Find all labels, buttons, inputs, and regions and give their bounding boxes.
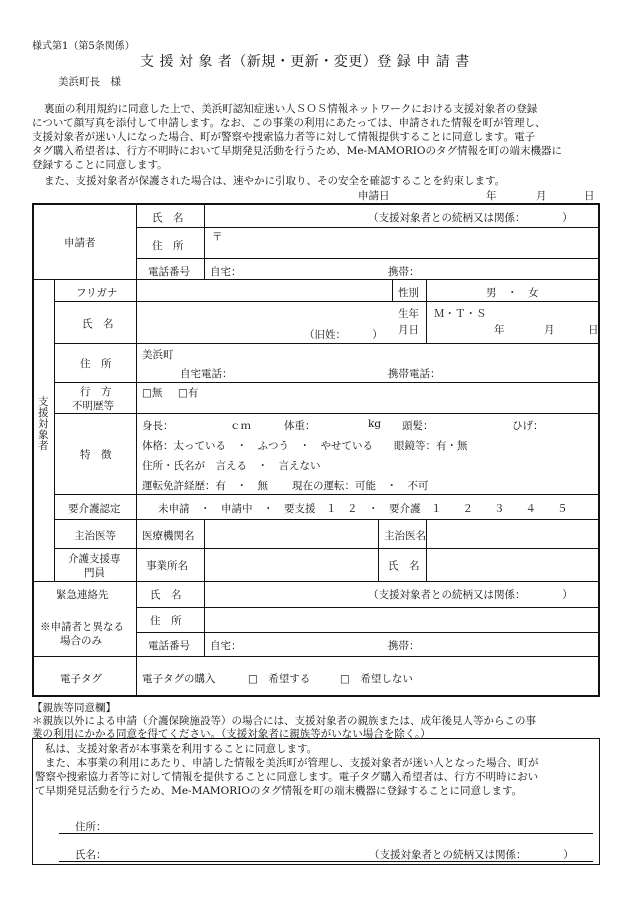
care-manager-label: 介護支援専 — [68, 553, 121, 565]
date-year: 年 — [486, 190, 497, 202]
weight-unit: kg — [368, 418, 382, 430]
applicant-section-label: 申請者 — [64, 237, 96, 249]
birth-label: 月日 — [398, 324, 419, 336]
doctor-label: 主治医等 — [74, 530, 116, 542]
addressee: 美浜町長 様 — [58, 76, 121, 88]
consent-line: て早期発見活動を行うため、Me-MAMORIOのタグ情報を町の端末機器に登録することに同意します。 — [35, 785, 523, 797]
tag-want-checkbox[interactable]: □ 希望する — [248, 673, 311, 685]
intro-line: タグ購入希望者は、行方不明時において早期発見活動を行うため、Me-MAMORIOのタグ情報を町の端末機器に — [32, 145, 562, 157]
emergency-name-label: 氏 名 — [150, 589, 182, 601]
applicant-name-label: 氏 名 — [152, 212, 184, 224]
address-name-options[interactable]: 住所・氏名が 言える ・ 言えない — [142, 460, 321, 472]
form-number: 様式第1（第5条関係） — [32, 41, 135, 52]
emergency-home-phone[interactable]: 自宅： — [210, 640, 242, 652]
birth-month: 月 — [544, 324, 555, 336]
consent-address-line[interactable] — [59, 833, 593, 834]
office-label: 事業所名 — [146, 560, 188, 572]
emergency-note: ※申請者と異なる — [40, 621, 124, 633]
target-name-label: 氏 名 — [82, 318, 114, 330]
tag-label: 電子タグ — [60, 673, 102, 685]
doctor-name-label: 主治医名 — [384, 530, 426, 542]
birth-year: 年 — [494, 324, 505, 336]
former-name[interactable]: （旧姓： ） — [304, 329, 383, 341]
applicant-mobile[interactable]: 携帯： — [388, 266, 420, 278]
consent-name-label: 氏名： — [75, 849, 107, 861]
hospital-label: 医療機関名 — [142, 530, 195, 542]
birth-label: 生年 — [398, 308, 419, 320]
applicant-phone-label: 電話番号 — [148, 266, 190, 278]
date-month: 月 — [536, 190, 547, 202]
applicant-postal[interactable]: 〒 — [212, 231, 223, 243]
target-home-phone[interactable]: 自宅電話： — [180, 368, 233, 380]
missing-label: 不明歴等 — [72, 400, 114, 412]
emergency-mobile[interactable]: 携帯： — [388, 640, 420, 652]
license-options[interactable]: 運転免許経歴：有 ・ 無 — [142, 480, 268, 492]
consent-address-label: 住所： — [75, 821, 107, 833]
registration-form-table — [32, 203, 600, 697]
care-options[interactable]: 未申請 ・ 申請中 ・ 要支援 １ ２ ・ 要介護 １ ２ ３ ４ ５ — [158, 503, 568, 515]
glasses-options[interactable]: 眼鏡等：有・無 — [394, 440, 468, 452]
emergency-label: 緊急連絡先 — [56, 589, 109, 601]
care-manager-name-label: 氏 名 — [388, 560, 420, 572]
beard-label: ひげ： — [512, 420, 544, 432]
height-unit: ｃｍ — [230, 420, 251, 432]
applicant-relation[interactable]: （支援対象者との続柄又は関係： ） — [368, 212, 573, 224]
birth-day: 日 — [588, 324, 599, 336]
intro-line: 裏面の利用規約に同意した上で、美浜町認知症迷い人ＳＯＳ情報ネットワークにおける支援対象者の登録 — [44, 103, 538, 115]
consent-box — [32, 738, 600, 865]
driving-options[interactable]: 現在の運転：可能 ・ 不可 — [292, 480, 429, 492]
target-mobile-phone[interactable]: 携帯電話： — [388, 368, 441, 380]
applicant-home-phone[interactable]: 自宅： — [210, 266, 242, 278]
consent-line: また、本事業の利用にあたり、申請した情報を美浜町が管理し、支援対象者が迷い人となった場合、町が — [45, 757, 539, 769]
build-options[interactable]: 体格：太っている ・ ふつう ・ やせている — [142, 440, 373, 452]
consent-note: ＊親族以外による申請（介護保険施設等）の場合には、支援対象者の親族または、成年後見人等からこの事 — [32, 715, 536, 727]
intro-line: について顔写真を添付して申請します。なお、この事業の利用にあたっては、申請された情報を町が管理し、 — [32, 117, 546, 129]
intro-line: 支援対象者が迷い人になった場合、町が警察や捜索協力者等に対して情報提供することに同意します。電子 — [32, 131, 536, 143]
height-label: 身長： — [142, 420, 174, 432]
intro-line: また、支援対象者が保護された場合は、速やかに引取り、その安全を確認することを約束します。 — [44, 175, 506, 187]
emergency-phone-label: 電話番号 — [148, 640, 190, 652]
target-town: 美浜町 — [142, 349, 174, 361]
target-section-label: 支援対象者 — [38, 396, 49, 452]
consent-line: 私は、支援対象者が本事業を利用することに同意します。 — [45, 743, 318, 755]
features-label: 特 徴 — [80, 449, 112, 461]
emergency-note: 場合のみ — [60, 635, 102, 647]
missing-none-checkbox[interactable]: □無 — [142, 387, 163, 399]
missing-label: 行 方 — [80, 386, 112, 398]
consent-name-line[interactable] — [59, 861, 593, 862]
furigana-label: フリガナ — [76, 287, 118, 299]
date-label: 申請日 — [358, 190, 390, 202]
page-title: 支 援 対 象 者（新規・更新・変更）登 録 申 請 書 — [140, 54, 470, 70]
applicant-address-label: 住 所 — [152, 240, 184, 252]
care-manager-label: 門員 — [84, 567, 105, 579]
gender-options[interactable]: 男 ・ 女 — [486, 287, 539, 299]
consent-line: 警察や捜索協力者等に対して情報を提供することに同意します。電子タグ購入希望者は、行方不明時におい — [35, 771, 539, 783]
missing-yes-checkbox[interactable]: □有 — [178, 387, 199, 399]
emergency-relation[interactable]: （支援対象者との続柄又は関係： ） — [368, 589, 573, 601]
tag-purchase-label: 電子タグの購入 — [142, 673, 216, 685]
hair-label: 頭髪： — [402, 420, 434, 432]
target-address-label: 住 所 — [80, 358, 112, 370]
tag-not-want-checkbox[interactable]: □ 希望しない — [340, 673, 413, 685]
weight-label: 体重： — [284, 420, 316, 432]
gender-label: 性別 — [398, 287, 419, 299]
care-label: 要介護認定 — [68, 503, 121, 515]
birth-era[interactable]: Ｍ・Ｔ・Ｓ — [434, 308, 487, 320]
consent-heading: 【親族等同意欄】 — [32, 702, 116, 714]
date-day: 日 — [584, 190, 595, 202]
consent-note: 業の利用にかかる同意を得てください。（支援対象者に親族等がいない場合を除く。） — [32, 728, 431, 740]
consent-relation[interactable]: （支援対象者との続柄又は関係： ） — [369, 849, 574, 861]
intro-line: 登録することに同意します。 — [32, 159, 168, 171]
emergency-address-label: 住 所 — [150, 615, 182, 627]
